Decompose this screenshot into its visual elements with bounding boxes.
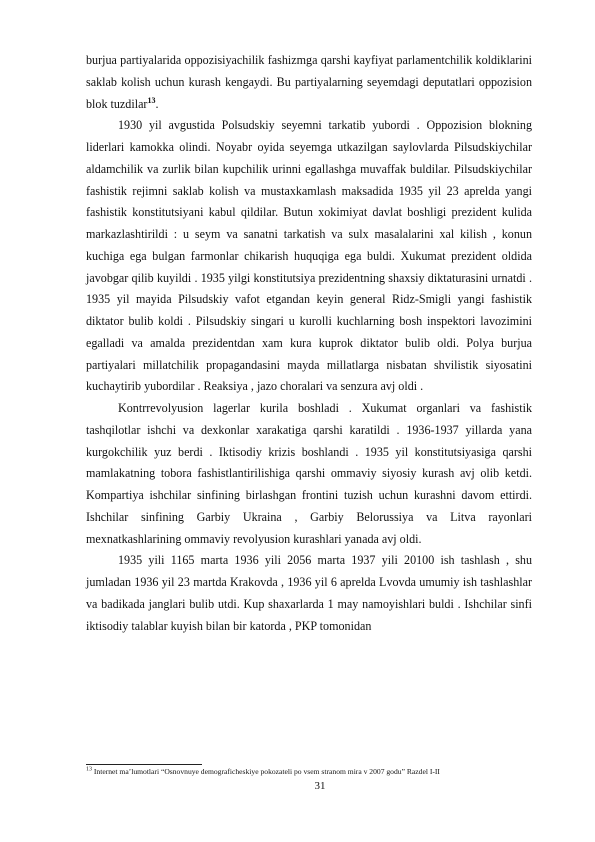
page-number: 31	[314, 780, 326, 792]
footnote	[86, 767, 556, 777]
paragraph-1: burjua partiyalarida oppozisiyachilik fashizmga qarshi kayfiyat parlamentchilik koldiklarini saklab kolish uchun kurash kengaydi. Bu partiyalarning seyemdagi deputatlari oppozision blok tuzdilar$^{13}$.	[86, 53, 532, 111]
body-text	[86, 50, 532, 637]
footnote-marker: 13	[86, 766, 92, 773]
footnote-text: Internet ma’lumotlari “Osnovnuye demograficheskiye pokozateli po vsem stranom mira v 2007 godu” Razdel I-II	[92, 767, 440, 776]
paragraph-2: 1930 yil avgustida Polsudskiy seyemni tarkatib yubordi . Oppozision blokning liderlari kamokka olindi. Noyabr oyida seyemga utkazilgan saylovlarda Pilsudskiychilar aldamchilik va zurlik bilan kupchilik urinni egallashga muvaffak buldilar. Pilsudskiychilar fashistik rejimni saklab kolish va mustaxkamlash maksadida 1935 yil 23 aprelda yangi fashistik konstitutsiyani kabul qildilar. Butun xokimiyat davlat boshligi prezident kulida markazlashtirildi : u seym va sanatni tarkatish va sulx masalalarini xal kilish , konun kuchiga ega bulgan farmonlar chikarish huquqiga ega buldi. Xukumat prezident oldida javobgar qilib kuyildi . 1935 yilgi konstitutsiya prezidentning shaxsiy diktaturasini urnatdi . 1935 yil mayida Pilsudskiy vafot etgandan keyin general Ridz-Smigli yangi fashistik diktator bulib koldi . Pilsudskiy singari u kurolli kuchlarning bosh inspektori lavozimini egalladi va amalda prezidentdan xam kura kuprok diktator bulib oldi. Polya burjua partiyalari millatchilik propagandasini mayda millatlarga nisbatan shvilistik siyosatini kuchaytirib yubordilar . Reaksiya , jazo choralari va senzura avj oldi .	[86, 118, 532, 394]
paragraph-3: Kontrrevolyusion lagerlar kurila boshladi . Xukumat organlari va fashistik tashqilotlar ishchi va dexkonlar xarakatiga qarshi karatildi . 1936-1937 yillarda yana kurgokchilik yuz berdi . Iktisodiy krizis boshlandi . 1935 yil konstitutsiyasiga qarshi mamlakatning tobora fashistlantirilishiga qarshi ommaviy siyosiy kurash avj olib ketdi. Kompartiya ishchilar sinfining birlashgan frontini tuzish uchun kurashni davom ettirdi. Ishchilar sinfining Garbiy Ukraina , Garbiy Belorussiya va Litva rayonlari mexnatkashlarining ommaviy revolyusion kurashlari yanada avj oldi.	[86, 401, 532, 546]
paragraph-4: 1935 yili 1165 marta 1936 yili 2056 marta 1937 yili 20100 ish tashlash , shu jumladan 1936 yil 23 martda Krakovda , 1936 yil 6 aprelda Lvovda umumiy ish tashlashlar va badikada janglari bulib utdi. Kup shaxarlarda 1 may namoyishlari buldi . Ishchilar sinfi iktisodiy talablar kuyish bilan bir katorda , PKP tomonidan	[86, 553, 532, 633]
footnote-separator	[86, 764, 202, 765]
footnote-reference[interactable]: 13	[147, 95, 156, 105]
